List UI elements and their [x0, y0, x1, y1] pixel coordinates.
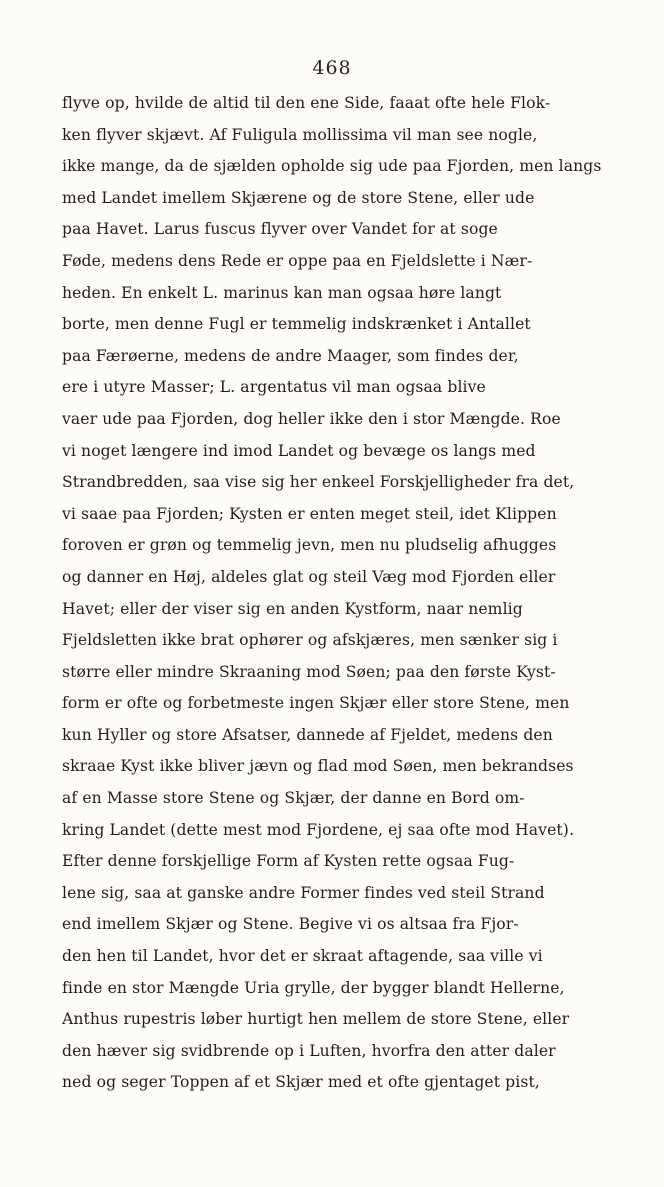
text-line: kun Hyller og store Afsatser, dannede af Fjeldet, medens den: [62, 725, 553, 744]
text-line: lene sig, saa at ganske andre Former findes ved steil Strand: [62, 883, 545, 902]
page-number: 468: [312, 57, 352, 79]
text-line: af en Masse store Stene og Skjær, der danne en Bord om-: [62, 789, 525, 808]
text-line: flyve op, hvilde de altid til den ene Side, faaat ofte hele Flok-: [62, 94, 551, 112]
text-line: ere i utyre Masser; L. argentatus vil man ogsaa blive: [62, 378, 486, 397]
text-line: foroven er grøn og temmelig jevn, men nu pludselig afhugges: [62, 536, 557, 555]
text-line: end imellem Skjær og Stene. Begive vi os altsaa fra Fjor-: [62, 915, 519, 934]
text-line: skraae Kyst ikke bliver jævn og flad mod Søen, men bekrandses: [62, 757, 574, 776]
text-line: og danner en Høj, aldeles glat og steil Væg mod Fjorden eller: [62, 567, 556, 586]
text-line: vi noget længere ind imod Landet og bevæge os langs med: [62, 441, 536, 460]
text-line: Anthus rupestris løber hurtigt hen mellem de store Stene, eller: [62, 1010, 570, 1029]
text-line: vi saae paa Fjorden; Kysten er enten meget steil, idet Klippen: [62, 504, 557, 523]
text-line: Føde, medens dens Rede er oppe paa en Fjeldslette i Nær-: [62, 251, 533, 270]
text-line: den hen til Landet, hvor det er skraat aftagende, saa ville vi: [62, 947, 543, 966]
text-line: borte, men denne Fugl er temmelig indskrænket i Antallet: [62, 315, 531, 334]
text-line: ned og seger Toppen af et Skjær med et ofte gjentaget pist,: [62, 1073, 540, 1092]
body-text: [62, 88, 632, 1099]
text-line: paa Havet. Larus fuscus flyver over Vandet for at soge: [62, 220, 498, 239]
text-line: Fjeldsletten ikke brat ophører og afskjæres, men sænker sig i: [62, 631, 558, 650]
text-line: heden. En enkelt L. marinus kan man ogsaa høre langt: [62, 283, 502, 302]
text-line: Strandbredden, saa vise sig her enkeel Forskjelligheder fra det,: [62, 473, 575, 492]
text-line: kring Landet (dette mest mod Fjordene, ej saa ofte mod Havet).: [62, 820, 574, 839]
text-line: form er ofte og forbetmeste ingen Skjær eller store Stene, men: [62, 694, 570, 713]
text-line: den hæver sig svidbrende op i Luften, hvorfra den atter daler: [62, 1041, 556, 1060]
text-line: med Landet imellem Skjærene og de store Stene, eller ude: [62, 188, 535, 207]
text-line: ken flyver skjævt. Af Fuligula mollissima vil man see nogle,: [62, 125, 538, 144]
text-line: Efter denne forskjellige Form af Kysten rette ogsaa Fug-: [62, 852, 515, 871]
text-line: Havet; eller der viser sig en anden Kystform, naar nemlig: [62, 599, 523, 618]
text-line: paa Færøerne, medens de andre Maager, som findes der,: [62, 346, 519, 365]
text-line: større eller mindre Skraaning mod Søen; paa den første Kyst-: [62, 662, 556, 681]
text-line: ikke mange, da de sjælden opholde sig ude paa Fjorden, men langs: [62, 157, 602, 176]
text-line: finde en stor Mængde Uria grylle, der bygger blandt Hellerne,: [62, 978, 565, 997]
text-line: vaer ude paa Fjorden, dog heller ikke den i stor Mængde. Roe: [62, 409, 561, 428]
